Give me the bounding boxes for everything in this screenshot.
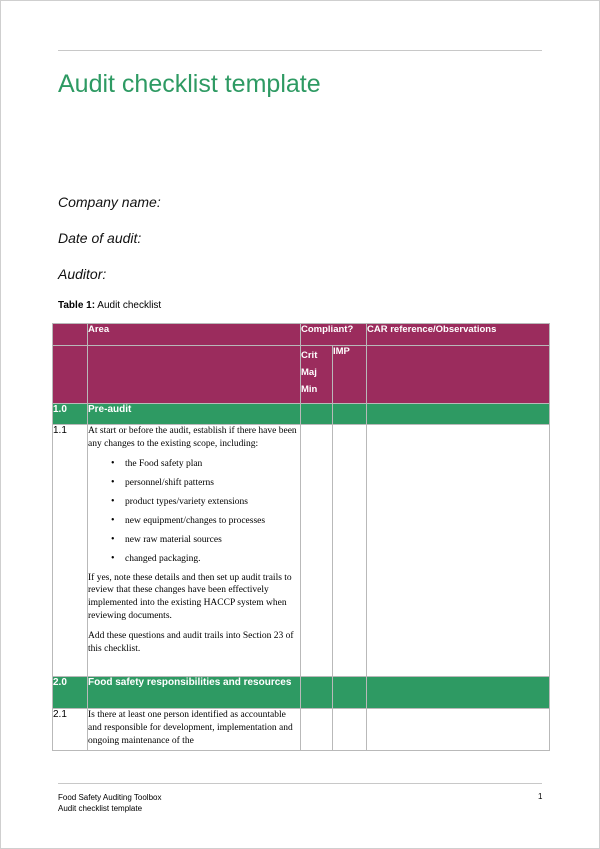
item-description <box>88 709 301 751</box>
header-car: CAR reference/Observations <box>367 324 550 346</box>
caption-label: Table 1: <box>58 300 96 311</box>
date-of-audit-field: Date of audit: <box>58 230 142 246</box>
maj-label: Maj <box>301 367 317 378</box>
page-number: 1 <box>538 792 543 801</box>
imp-checkbox-cell[interactable] <box>333 709 367 751</box>
item-number: 2.1 <box>53 709 88 751</box>
item-intro: At start or before the audit, establish if there have been any changes to the existing scope, including: <box>88 426 297 449</box>
list-item: • the Food safety plan <box>125 458 300 470</box>
imp-checkbox-cell[interactable] <box>333 425 367 677</box>
section-row <box>53 404 550 425</box>
list-item: • product types/variety extensions <box>125 496 300 508</box>
footer-line-2: Audit checklist template <box>58 804 143 813</box>
section-number: 2.0 <box>53 677 88 709</box>
imp-label: IMP <box>333 346 367 404</box>
header-compliant: Compliant? <box>301 324 367 346</box>
min-label: Min <box>301 384 318 395</box>
section-cell <box>367 404 550 425</box>
crit-label: Crit <box>301 350 318 361</box>
subheader-row <box>53 346 550 404</box>
item-paragraph: If yes, note these details and then set up audit trails to review that these changes have been effectively implemented into the existing HACCP system when reviewing documents. <box>88 572 292 621</box>
section-cell <box>367 677 550 709</box>
list-item: • new raw material sources <box>125 534 300 546</box>
item-number: 1.1 <box>53 425 88 677</box>
header-rule <box>58 50 542 51</box>
footer <box>58 792 161 814</box>
table-caption <box>58 300 161 311</box>
item-description <box>88 425 301 677</box>
item-intro: Is there at least one person identified as accountable and responsible for development, implementation and ongoing maintenance of the <box>88 710 293 746</box>
section-cell <box>333 404 367 425</box>
footer-rule <box>58 783 542 784</box>
subheader-car-cell <box>367 346 550 404</box>
observations-cell[interactable] <box>367 709 550 751</box>
auditor-field: Auditor: <box>58 266 107 282</box>
subheader-num-cell <box>53 346 88 404</box>
audit-checklist-table <box>52 323 550 751</box>
caption-text: Audit checklist <box>95 300 162 311</box>
crit-checkbox-cell[interactable] <box>301 709 333 751</box>
section-title: Food safety responsibilities and resources <box>88 677 301 709</box>
section-cell <box>333 677 367 709</box>
list-item: • personnel/shift patterns <box>125 477 300 489</box>
subheader-area-cell <box>88 346 301 404</box>
document-title: Audit checklist template <box>58 70 321 98</box>
header-num-cell <box>53 324 88 346</box>
crit-checkbox-cell[interactable] <box>301 425 333 677</box>
observations-cell[interactable] <box>367 425 550 677</box>
section-title: Pre-audit <box>88 404 301 425</box>
company-name-field: Company name: <box>58 194 161 210</box>
section-cell <box>301 677 333 709</box>
footer-line-1: Food Safety Auditing Toolbox <box>58 793 162 802</box>
list-item: • changed packaging. <box>125 553 300 565</box>
header-area: Area <box>88 324 301 346</box>
section-row <box>53 677 550 709</box>
subheader-severity <box>301 346 333 404</box>
item-paragraph: Add these questions and audit trails into Section 23 of this checklist. <box>88 630 294 654</box>
change-list <box>88 458 300 565</box>
header-row <box>53 324 550 346</box>
checklist-item-row <box>53 709 550 751</box>
section-number: 1.0 <box>53 404 88 425</box>
list-item: • new equipment/changes to processes <box>125 515 300 527</box>
checklist-item-row <box>53 425 550 677</box>
section-cell <box>301 404 333 425</box>
